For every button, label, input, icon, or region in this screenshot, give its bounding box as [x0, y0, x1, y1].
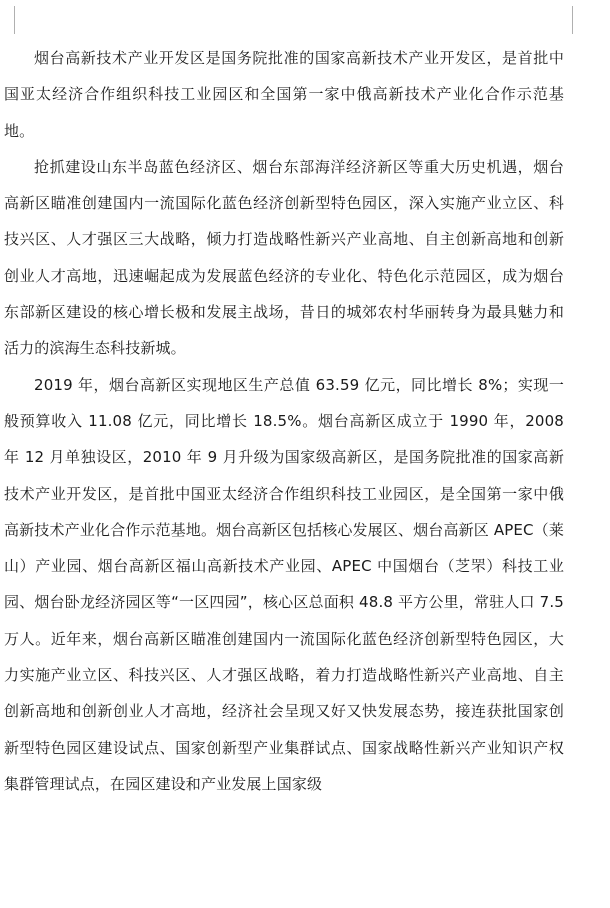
left-margin-corner-mark	[14, 6, 15, 34]
paragraph-intro: 烟台高新技术产业开发区是国务院批准的国家高新技术产业开发区，是首批中国亚太经济合作组织科技工业园区和全国第一家中俄高新技术产业化合作示范基地。	[4, 49, 564, 140]
right-margin-corner-mark	[572, 6, 573, 34]
paragraph-statistics: 2019 年，烟台高新区实现地区生产总值 63.59 亿元，同比增长 8%；实现一般预算收入 11.08 亿元，同比增长 18.5%。烟台高新区成立于 1990 年，2008 年 12 月单独设区，2010 年 9 月升级为国家级高新区，是国务院批准的国家高新技术产业开发区，是首批中国亚太经济合作组织科技工业园区，是全国第一家中俄高新技术产业化合作示范基地。烟台高新区包括核心发展区、烟台高新区 APEC（莱山）产业园、烟台高新区福山高新技术产业园、APEC 中国烟台（芝罘）科技工业园、烟台卧龙经济园区等“一区四园”，核心区总面积 48.8 平方公里，常驻人口 7.5 万人。近年来，烟台高新区瞄准创建国内一流国际化蓝色经济创新型特色园区，大力实施产业立区、科技兴区、人才强区战略，着力打造战略性新兴产业高地、自主创新高地和创新创业人才高地，经济社会呈现又好又快发展态势，接连获批国家创新型特色园区建设试点、国家创新型产业集群试点、国家战略性新兴产业知识产权集群管理试点，在园区建设和产业发展上国家级	[4, 375, 564, 793]
paragraph-strategy: 抢抓建设山东半岛蓝色经济区、烟台东部海洋经济新区等重大历史机遇，烟台高新区瞄准创建国内一流国际化蓝色经济创新型特色园区，深入实施产业立区、科技兴区、人才强区三大战略，倾力打造战略性新兴产业高地、自主创新高地和创新创业人才高地，迅速崛起成为发展蓝色经济的专业化、特色化示范园区，成为烟台东部新区建设的核心增长极和发展主战场，昔日的城郊农村华丽转身为最具魅力和活力的滨海生态科技新城。	[4, 157, 564, 358]
document-body	[4, 40, 564, 802]
